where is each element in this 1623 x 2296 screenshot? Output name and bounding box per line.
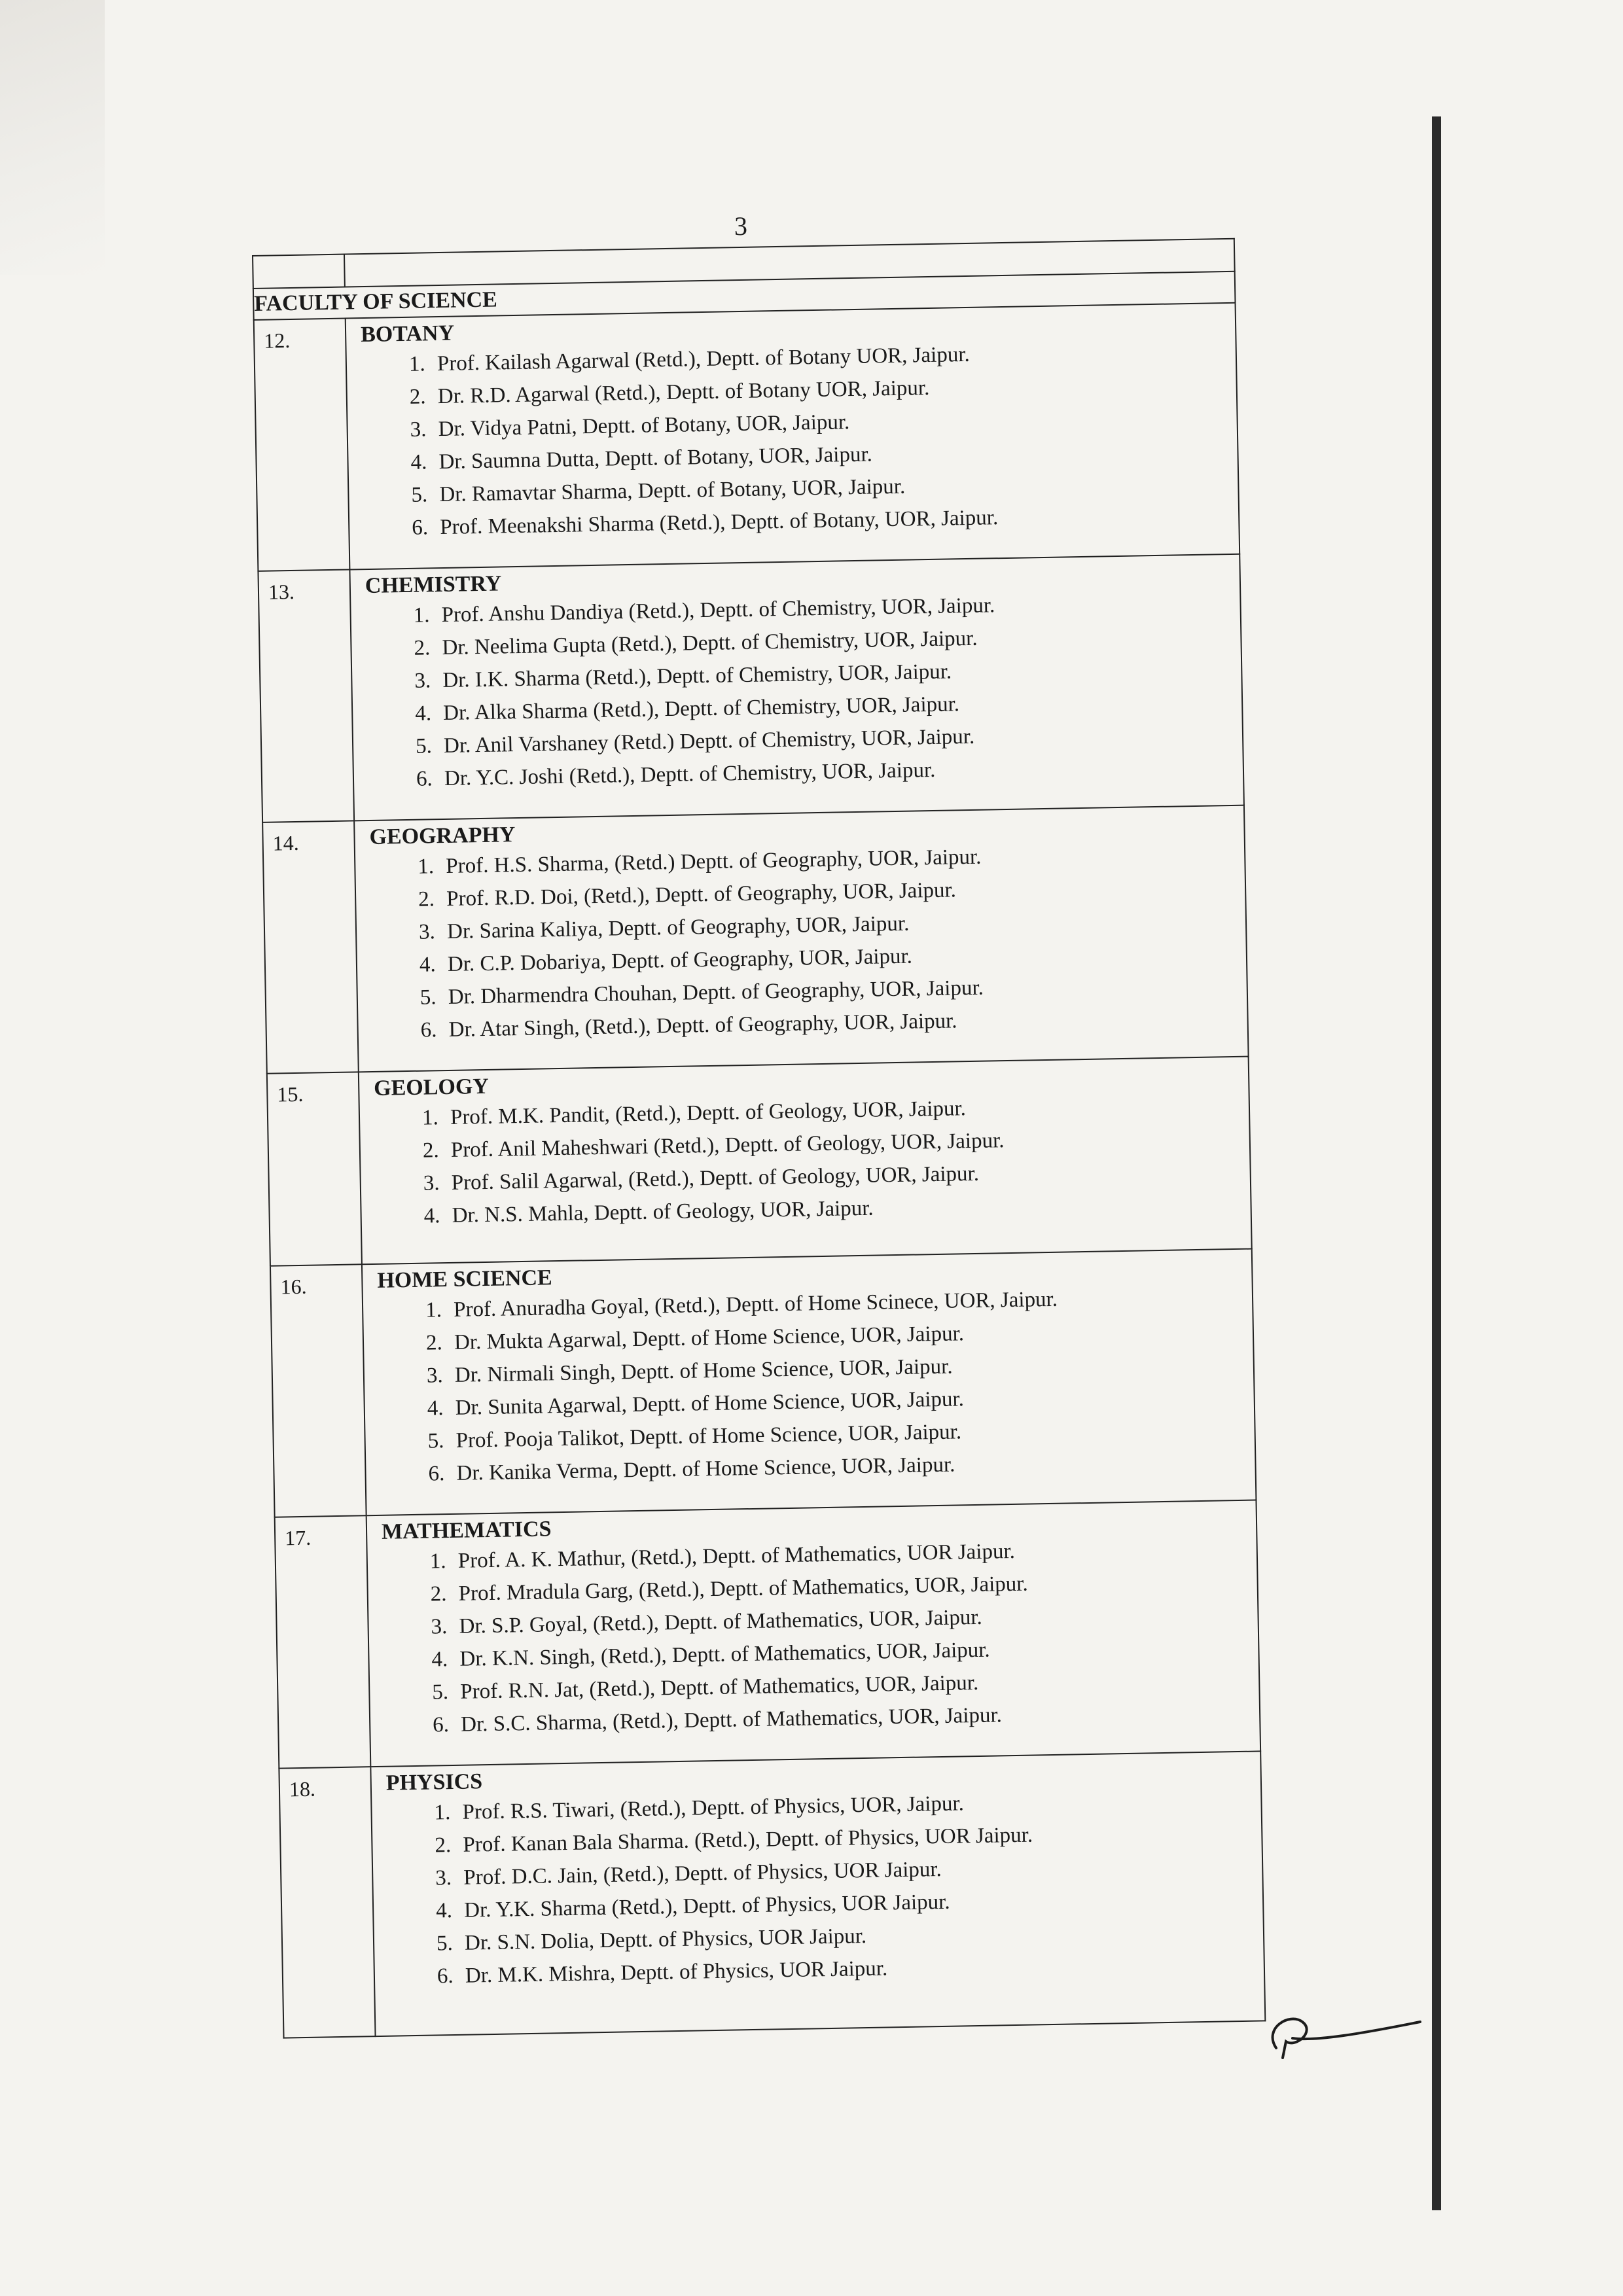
list-item: 2. Prof. Anil Maheshwari (Retd.), Deptt. of Geology, UOR, Jaipur. (444, 1120, 1249, 1167)
dept-cell (362, 1249, 1256, 1516)
list-item: 4. Dr. Y.K. Sharma (Retd.), Deptt. of Physics, UOR Jaipur. (457, 1880, 1263, 1926)
list-item: 3. Dr. I.K. Sharma (Retd.), Deptt. of Chemistry, UOR, Jaipur. (436, 650, 1241, 697)
member-list (374, 1087, 1251, 1233)
table-row (254, 303, 1240, 571)
table-row (279, 1751, 1265, 2038)
dept-number: 15. (267, 1072, 362, 1265)
list-item: 5. Dr. Anil Varshaney (Retd.) Deptt. of Chemistry, UOR, Jaipur. (437, 716, 1243, 762)
list-item: 1. Prof. Anshu Dandiya (Retd.), Deptt. of Chemistry, UOR, Jaipur. (435, 585, 1240, 631)
page-number: 3 (734, 211, 747, 241)
list-item: 1. Prof. Kailash Agarwal (Retd.), Deptt. of Botany UOR, Jaipur. (431, 334, 1236, 380)
member-list (378, 1280, 1255, 1491)
dept-cell (366, 1500, 1260, 1767)
page-edge-shadow (0, 0, 105, 275)
dept-number: 17. (275, 1515, 371, 1768)
handwritten-signature (1263, 2002, 1433, 2061)
list-item: 6. Prof. Meenakshi Sharma (Retd.), Deptt. of Botany, UOR, Jaipur. (433, 497, 1239, 544)
member-list (386, 1782, 1264, 1993)
dept-cell (359, 1057, 1252, 1265)
list-item: 6. Dr. M.K. Mishra, Deptt. of Physics, UOR Jaipur. (459, 1945, 1264, 1992)
list-item: 2. Prof. Kanan Bala Sharma. (Retd.), Deptt. of Physics, UOR Jaipur. (456, 1814, 1262, 1861)
dept-name: GEOGRAPHY (369, 822, 516, 849)
list-item: 5. Dr. Dharmendra Chouhan, Deptt. of Geography, UOR, Jaipur. (441, 967, 1247, 1014)
dept-cell (370, 1751, 1265, 2036)
list-item: 1. Prof. M.K. Pandit, (Retd.), Deptt. of Geology, UOR, Jaipur. (444, 1087, 1249, 1134)
list-item: 1. Prof. H.S. Sharma, (Retd.) Deptt. of Geography, UOR, Jaipur. (439, 836, 1245, 883)
binder-edge (1432, 116, 1441, 2210)
list-item: 3. Dr. Sarina Kaliya, Deptt. of Geography, UOR, Jaipur. (440, 902, 1246, 948)
table-row (275, 1500, 1260, 1769)
list-item: 4. Dr. C.P. Dobariya, Deptt. of Geography, UOR, Jaipur. (441, 934, 1247, 981)
dept-number: 18. (279, 1767, 375, 2038)
dept-number: 12. (254, 319, 350, 571)
list-item: 4. Dr. N.S. Mahla, Deptt. of Geology, UOR, Jaipur. (445, 1186, 1251, 1232)
list-item: 3. Dr. Vidya Patni, Deptt. of Botany, UOR, Jaipur. (431, 399, 1237, 446)
list-item: 5. Dr. Ramavtar Sharma, Deptt. of Botany, UOR, Jaipur. (433, 465, 1238, 511)
table-row (258, 554, 1243, 822)
member-list (365, 585, 1243, 796)
list-item: 2. Prof. Mradula Garg, (Retd.), Deptt. of Mathematics, UOR, Jaipur. (452, 1564, 1257, 1610)
list-item: 3. Dr. Nirmali Singh, Deptt. of Home Science, UOR, Jaipur. (448, 1345, 1253, 1392)
dept-name: GEOLOGY (373, 1074, 490, 1101)
list-item: 2. Dr. Neelima Gupta (Retd.), Deptt. of Chemistry, UOR, Jaipur. (435, 618, 1241, 664)
list-item: 2. Prof. R.D. Doi, (Retd.), Deptt. of Geography, UOR, Jaipur. (440, 869, 1245, 915)
dept-name: MATHEMATICS (381, 1517, 552, 1544)
dept-number: 13. (258, 569, 354, 822)
list-item: 6. Dr. Y.C. Joshi (Retd.), Deptt. of Chemistry, UOR, Jaipur. (438, 749, 1243, 795)
list-item: 2. Dr. R.D. Agarwal (Retd.), Deptt. of Botany UOR, Jaipur. (431, 366, 1236, 413)
list-item: 4. Dr. Alka Sharma (Retd.), Deptt. of Chemistry, UOR, Jaipur. (437, 683, 1242, 730)
dept-number: 16. (270, 1264, 366, 1517)
table-row (262, 805, 1248, 1074)
list-item: 6. Dr. Atar Singh, (Retd.), Deptt. of Geography, UOR, Jaipur. (442, 1000, 1247, 1046)
member-list (382, 1531, 1259, 1742)
dept-name: CHEMISTRY (365, 571, 502, 599)
list-item: 3. Prof. D.C. Jain, (Retd.), Deptt. of Physics, UOR Jaipur. (457, 1847, 1262, 1894)
document-sheet (252, 238, 1264, 2039)
dept-name: BOTANY (360, 321, 455, 347)
list-item: 3. Dr. S.P. Goyal, (Retd.), Deptt. of Mathematics, UOR, Jaipur. (452, 1597, 1258, 1643)
list-item: 4. Dr. K.N. Singh, (Retd.), Deptt. of Mathematics, UOR, Jaipur. (453, 1629, 1258, 1675)
list-item: 5. Dr. S.N. Dolia, Deptt. of Physics, UOR Jaipur. (458, 1913, 1264, 1959)
member-list (370, 836, 1247, 1048)
list-item: 5. Prof. Pooja Talikot, Deptt. of Home Science, UOR, Jaipur. (449, 1411, 1255, 1457)
list-item: 4. Dr. Sunita Agarwal, Deptt. of Home Science, UOR, Jaipur. (448, 1378, 1254, 1424)
list-item: 1. Prof. R.S. Tiwari, (Retd.), Deptt. of Physics, UOR, Jaipur. (455, 1782, 1261, 1828)
dept-name: PHYSICS (385, 1769, 483, 1795)
dept-cell (354, 805, 1248, 1072)
list-item: 6. Dr. Kanika Verma, Deptt. of Home Science, UOR, Jaipur. (450, 1443, 1255, 1490)
member-list (361, 334, 1239, 545)
list-item: 1. Prof. Anuradha Goyal, (Retd.), Deptt. of Home Scinece, UOR, Jaipur. (447, 1280, 1253, 1326)
blank-cell (253, 255, 345, 289)
dept-cell (349, 554, 1243, 821)
faculty-table (252, 238, 1266, 2039)
list-item: 1. Prof. A. K. Mathur, (Retd.), Deptt. of Mathematics, UOR Jaipur. (451, 1531, 1257, 1578)
table-row (270, 1249, 1256, 1517)
list-item: 6. Dr. S.C. Sharma, (Retd.), Deptt. of Mathematics, UOR, Jaipur. (454, 1694, 1260, 1740)
faculty-title: FACULTY OF SCIENCE (253, 272, 1236, 320)
dept-number: 14. (262, 821, 359, 1073)
list-item: 4. Dr. Saumna Dutta, Deptt. of Botany, UOR, Jaipur. (432, 432, 1238, 478)
list-item: 3. Prof. Salil Agarwal, (Retd.), Deptt. of Geology, UOR, Jaipur. (444, 1153, 1250, 1199)
dept-name: HOME SCIENCE (377, 1265, 552, 1293)
dept-cell (346, 303, 1240, 570)
list-item: 5. Prof. R.N. Jat, (Retd.), Deptt. of Mathematics, UOR, Jaipur. (454, 1661, 1259, 1708)
list-item: 2. Dr. Mukta Agarwal, Deptt. of Home Science, UOR, Jaipur. (448, 1313, 1253, 1359)
table-row (267, 1057, 1252, 1266)
